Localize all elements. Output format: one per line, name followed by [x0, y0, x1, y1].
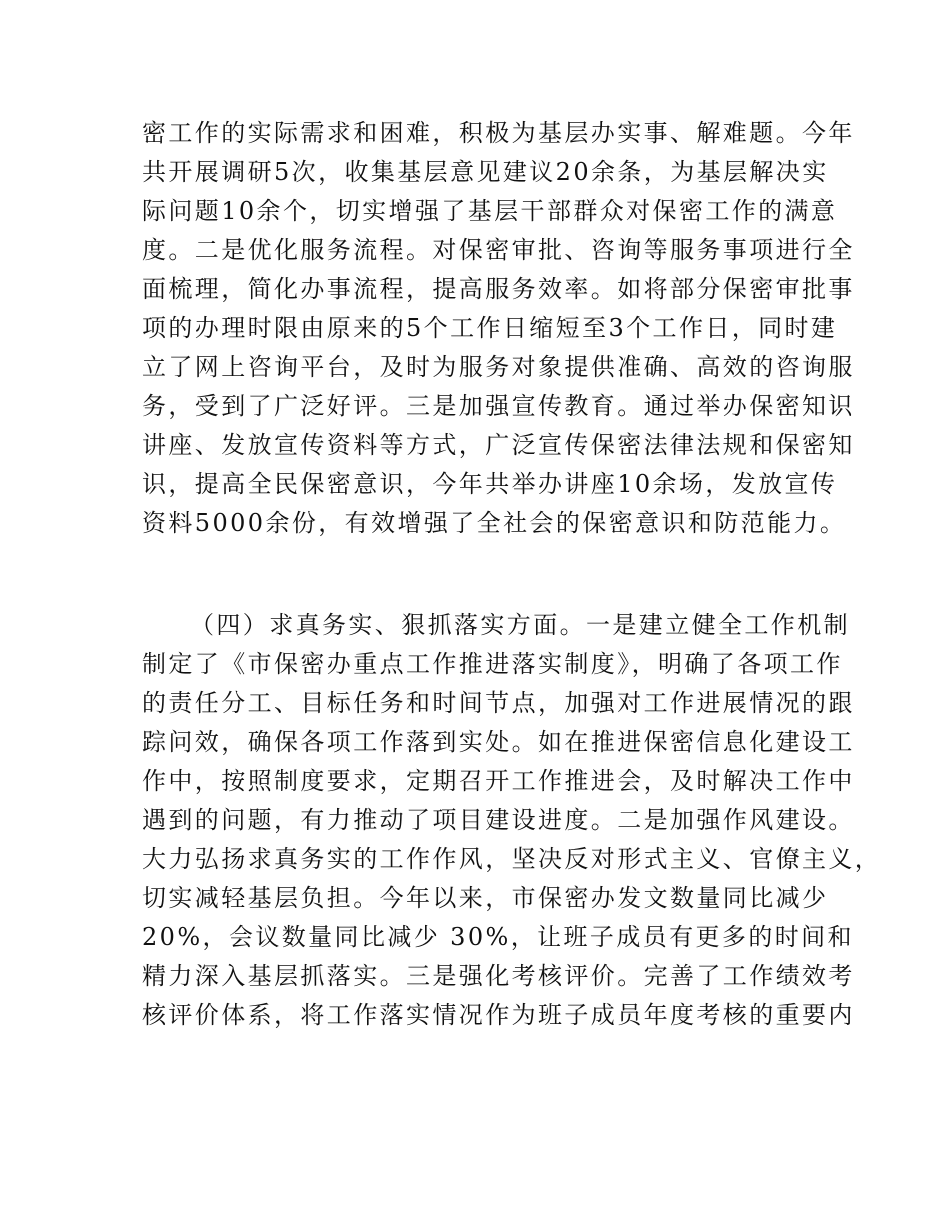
text-line: 的责任分工、目标任务和时间节点，加强对工作进展情况的跟 [142, 689, 855, 717]
paragraph-service-work [142, 114, 855, 543]
text-line: 切实减轻基层负担。今年以来，市保密办发文数量同比减少 [142, 884, 829, 912]
text-line: 面梳理，简化办事流程，提高服务效率。如将部分保密审批事 [142, 275, 855, 303]
text-line: 制定了《市保密办重点工作推进落实制度》，明确了各项工作 [142, 650, 843, 678]
text-line: 作中，按照制度要求，定期召开工作推进会，及时解决工作中 [142, 767, 855, 795]
text-line: 大力弘扬求真务实的工作作风，坚决反对形式主义、官僚主义， [142, 845, 882, 873]
section-heading-line: （四）求真务实、狠抓落实方面。一是建立健全工作机制 [190, 611, 850, 639]
text-line: 精力深入基层抓落实。三是强化考核评价。完善了工作绩效考 [142, 962, 855, 990]
text-line: 踪问效，确保各项工作落到实处。如在推进保密信息化建设工 [142, 728, 855, 756]
paragraph-implementation [142, 606, 882, 1035]
text-line: 共开展调研5次，收集基层意见建议20余条，为基层解决实 [142, 158, 829, 186]
text-line: 讲座、发放宣传资料等方式，广泛宣传保密法律法规和保密知 [142, 431, 855, 459]
text-line: 立了网上咨询平台，及时为服务对象提供准确、高效的咨询服 [142, 353, 855, 381]
text-line: 资料5000余份，有效增强了全社会的保密意识和防范能力。 [142, 509, 847, 537]
text-line: 项的办理时限由原来的5个工作日缩短至3个工作日，同时建 [142, 314, 838, 342]
text-line: 务，受到了广泛好评。三是加强宣传教育。通过举办保密知识 [142, 392, 855, 420]
text-line: 识，提高全民保密意识，今年共举办讲座10余场，发放宣传 [142, 470, 838, 498]
text-line: 20%，会议数量同比减少 30%，让班子成员有更多的时间和 [142, 923, 854, 951]
text-line: 核评价体系，将工作落实情况作为班子成员年度考核的重要内 [142, 1001, 855, 1029]
text-line: 遇到的问题，有力推动了项目建设进度。二是加强作风建设。 [142, 806, 855, 834]
text-line: 际问题10余个，切实增强了基层干部群众对保密工作的满意 [142, 197, 838, 225]
text-line: 密工作的实际需求和困难，积极为基层办实事、解难题。今年 [142, 119, 855, 147]
text-line: 度。二是优化服务流程。对保密审批、咨询等服务事项进行全 [142, 236, 855, 264]
